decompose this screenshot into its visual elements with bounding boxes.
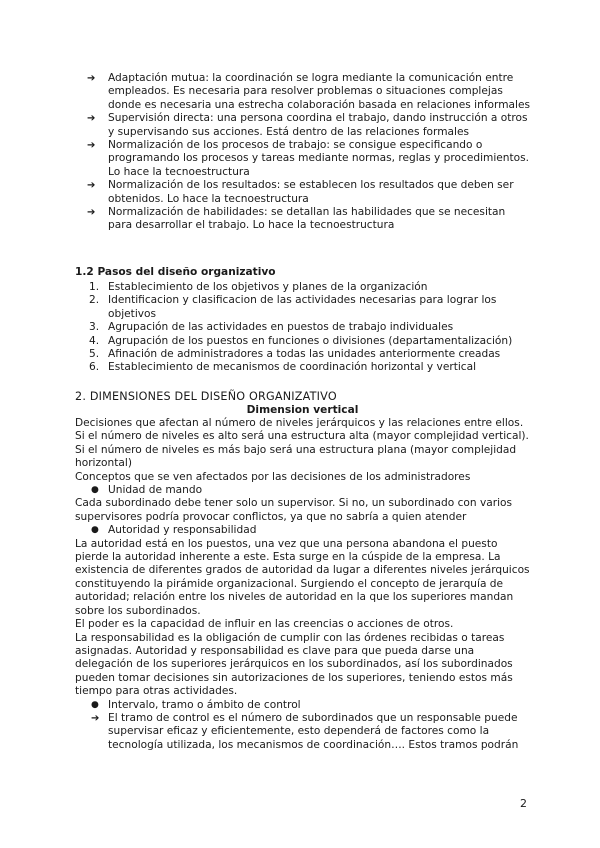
responsibility-paragraph: La responsabilidad es la obligación de cumplir con las órdenes recibidas o tareas asignadas. Autoridad y responsabilidad es clave para que pueda darse una delegación de los superiores jerárquicos en los subordinados, así los subordinados pueden tomar decisiones sin autorizaciones de los superiores, teniendo estos más tiempo para otras actividades.	[75, 631, 513, 698]
list-item	[75, 321, 530, 334]
arrow-right-icon: ➔	[87, 180, 96, 192]
list-item-text: Normalización de los procesos de trabajo: se consigue especificando o programando los procesos y tareas mediante normas, reglas y procedimientos. Lo hace la tecnoestructura	[108, 139, 530, 178]
power-paragraph: El poder es la capacidad de influir en las creencias o acciones de otros.	[75, 618, 454, 631]
step-number: 1.	[89, 281, 100, 293]
dimensions-body	[75, 417, 530, 752]
subsection-title-vertical: Dimension vertical	[246, 404, 359, 416]
step-text: Agrupación de los puestos en funciones o divisiones (departamentalización)	[108, 334, 513, 347]
step-text: Afinación de administradores a todas las unidades anteriormente creadas	[108, 348, 501, 361]
page-number: 2	[520, 797, 527, 810]
bullet-dot-icon: ●	[91, 485, 99, 496]
list-item-text: Normalización de habilidades: se detallan las habilidades que se necesitan para desarrollar el trabajo. Lo hace la tecnoestructura	[108, 206, 506, 232]
step-text: Establecimiento de los objetivos y planes de la organización	[108, 281, 428, 293]
concepts-intro: Conceptos que se ven afectados por las decisiones de los administradores	[75, 470, 471, 483]
list-item	[75, 348, 530, 361]
step-number: 2.	[89, 294, 100, 307]
step-number: 4.	[89, 334, 100, 347]
step-number: 6.	[89, 361, 100, 374]
span-of-control-text: El tramo de control es el número de subordinados que un responsable puede supervisar eficaz y eficientemente, esto dependerá de factores como la tecnología utilizada, los mecanismos de coordinación…. Estos tramos podrán	[108, 711, 519, 751]
bullet-item	[75, 699, 530, 712]
list-item-text: Adaptación mutua: la coordinación se logra mediante la comunicación entre empleados. Es necesaria para resolver problemas o situaciones complejas donde es necesaria una estrecha colaboración basada en relaciones informales	[108, 72, 531, 111]
section-title-dimensions: 2. DIMENSIONES DEL DISEÑO ORGANIZATIVO	[75, 390, 337, 403]
list-item-text: Normalización de los resultados: se establecen los resultados que deben ser obtenidos. Lo hace la tecnoestructura	[108, 179, 514, 205]
step-text: Establecimiento de mecanismos de coordinación horizontal y vertical	[108, 361, 477, 374]
list-item	[75, 179, 530, 206]
steps-list	[75, 281, 530, 375]
list-item	[75, 294, 530, 321]
list-item	[75, 712, 530, 752]
bullet-text: Autoridad y responsabilidad	[108, 524, 257, 537]
list-item	[75, 281, 530, 294]
arrow-right-icon: ➔	[91, 712, 100, 724]
arrow-right-icon: ➔	[87, 140, 96, 152]
bullet-text: Unidad de mando	[108, 484, 203, 497]
section-heading-steps: 1.2 Pasos del diseño organizativo	[75, 266, 276, 278]
coordination-mechanisms-list	[75, 72, 530, 233]
list-item	[75, 112, 530, 139]
bullet-dot-icon: ●	[91, 699, 99, 710]
step-text: Identificacion y clasificacion de las actividades necesarias para lograr los objetivos	[108, 294, 497, 320]
authority-paragraph: La autoridad está en los puestos, una vez que una persona abandona el puesto pierde la autoridad inherente a este. Esta surge en la cúspide de la empresa. La existencia de diferentes grados de autoridad da lugar a diferentes niveles jerárquicos constituyendo la pirámide organizacional. Surgiendo el concepto de jerarquía de autoridad; relación entre los niveles de autoridad en la que los superiores mandan sobre los subordinados.	[75, 537, 530, 617]
list-item	[75, 361, 530, 374]
list-item-text: Supervisión directa: una persona coordina el trabajo, dando instrucción a otros y supervisando sus acciones. Está dentro de las relaciones formales	[108, 112, 528, 138]
step-number: 3.	[89, 321, 100, 334]
bullet-text: Intervalo, tramo o ámbito de control	[108, 698, 301, 711]
list-item	[75, 335, 530, 348]
bullet-dot-icon: ●	[91, 525, 99, 536]
intro-paragraph: Decisiones que afectan al número de niveles jerárquicos y las relaciones entre ellos. Si el número de niveles es alto será una estructura alta (mayor complejidad vertical). Si el número de niveles es más bajo será una estructura plana (mayor complejidad horizontal)	[75, 417, 529, 470]
list-item	[75, 139, 530, 179]
arrow-right-icon: ➔	[87, 113, 96, 125]
arrow-right-icon: ➔	[87, 73, 96, 84]
bullet-item	[75, 484, 530, 497]
list-item	[75, 72, 530, 112]
step-text: Agrupación de las actividades en puestos de trabajo individuales	[108, 321, 454, 334]
arrow-right-icon: ➔	[87, 207, 96, 219]
bullet-item	[75, 524, 530, 537]
list-item	[75, 206, 530, 233]
step-number: 5.	[89, 348, 100, 361]
unity-paragraph: Cada subordinado debe tener solo un supervisor. Si no, un subordinado con varios supervisores podría provocar conflictos, ya que no sabría a quien atender	[75, 497, 513, 523]
